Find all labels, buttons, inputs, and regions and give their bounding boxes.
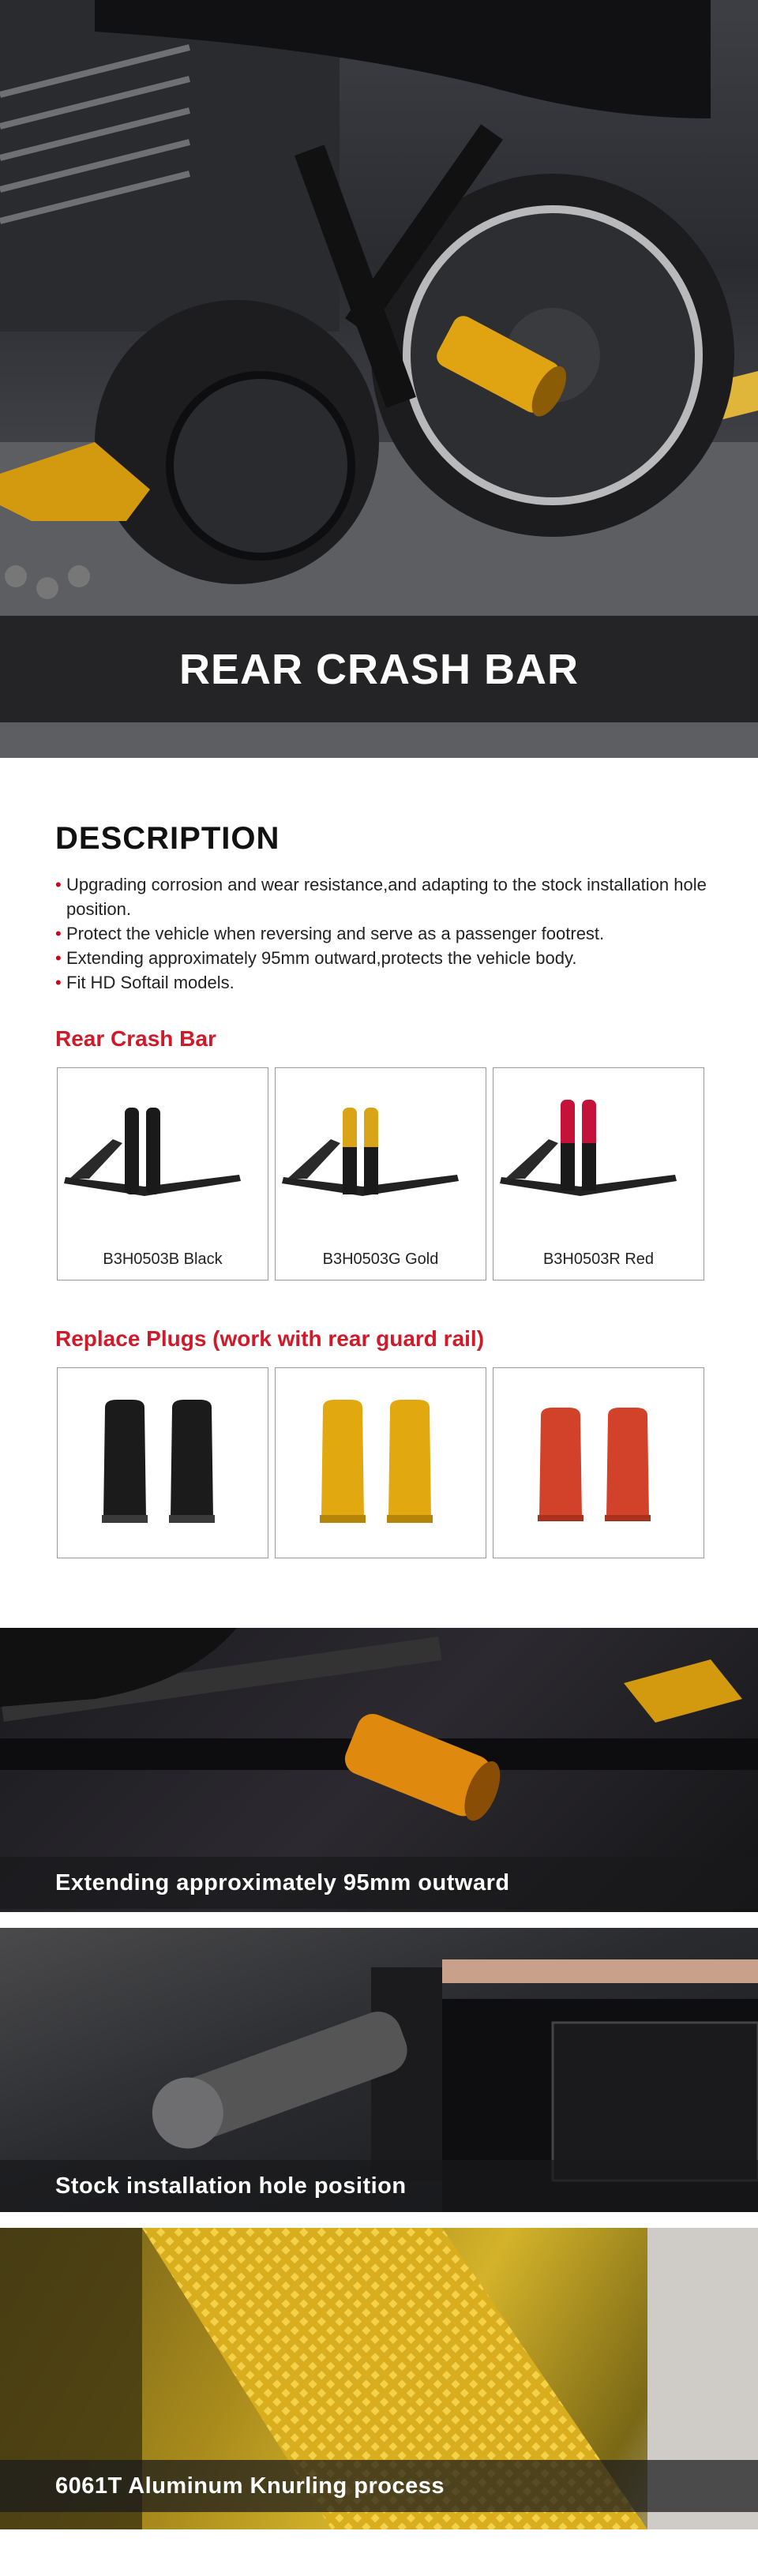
bar-post xyxy=(146,1108,160,1194)
hero-title: REAR CRASH BAR xyxy=(178,645,579,693)
crash-bar-section-title: Rear Crash Bar xyxy=(55,1026,216,1051)
plug-card-red xyxy=(493,1367,704,1558)
crash-bar-label: B3H0503G Gold xyxy=(322,1251,439,1268)
stock-hole-photo xyxy=(0,1928,758,2212)
bullet-item: • Upgrading corrosion and wear resistance,and adapting to the stock installation hole position. xyxy=(55,872,711,921)
plug-red-image xyxy=(493,1368,704,1558)
outward-caption-band xyxy=(0,1857,758,1909)
knurl-caption-band xyxy=(0,2460,758,2512)
description-bullets xyxy=(55,872,758,995)
stock-caption-band xyxy=(0,2160,758,2212)
crash-bar-label: B3H0503R Red xyxy=(542,1251,655,1268)
plugs-grid xyxy=(57,1367,758,1558)
plug-card-black xyxy=(57,1367,268,1558)
hero-title-band xyxy=(0,616,758,722)
crash-bar-label: B3H0503B Black xyxy=(103,1251,223,1268)
crash-bar-red-image xyxy=(493,1068,704,1280)
bullet-item: • Fit HD Softail models. xyxy=(55,970,711,995)
plugs-section-title: Replace Plugs (work with rear guard rail) xyxy=(55,1326,485,1351)
crash-bar-grid xyxy=(57,1067,758,1281)
crash-bar-gold-image xyxy=(276,1068,486,1280)
plug-card-gold xyxy=(275,1367,486,1558)
outward-caption: Extending approximately 95mm outward xyxy=(55,1869,510,1895)
crash-bar-card-black xyxy=(57,1067,268,1281)
crash-bar-card-gold xyxy=(275,1067,486,1281)
knurling-photo xyxy=(0,2228,758,2529)
crash-bar-card-red xyxy=(493,1067,704,1281)
plug-gold-image xyxy=(276,1368,486,1558)
description-section xyxy=(0,758,758,995)
outward-photo xyxy=(0,1628,758,1912)
bullet-item: • Extending approximately 95mm outward,protects the vehicle body. xyxy=(55,946,711,970)
bar-post xyxy=(125,1108,139,1194)
crash-bar-black-image xyxy=(58,1068,268,1280)
description-title: DESCRIPTION xyxy=(55,821,280,856)
bullet-item: • Protect the vehicle when reversing and serve as a passenger footrest. xyxy=(55,921,711,946)
hero-banner xyxy=(0,0,758,758)
stock-caption: Stock installation hole position xyxy=(55,2173,407,2199)
plug-black-image xyxy=(58,1368,268,1558)
knurl-caption: 6061T Aluminum Knurling process xyxy=(55,2473,445,2499)
